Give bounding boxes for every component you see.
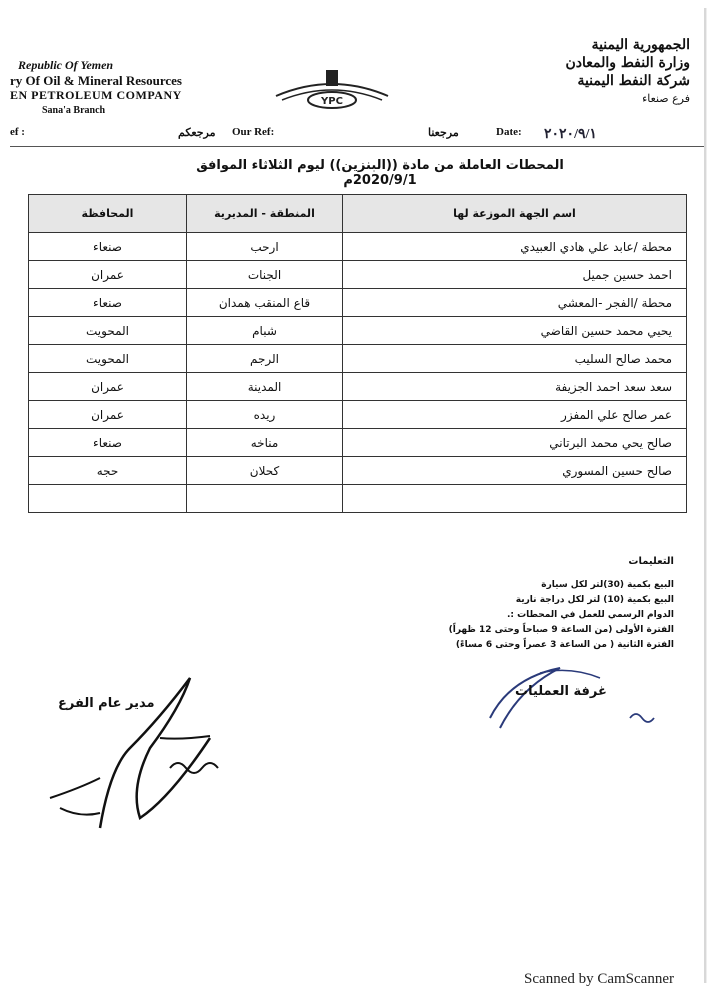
arabic-letterhead-line-4: فرع صنعاء <box>642 92 690 105</box>
table-row <box>29 233 687 261</box>
instruction-item: البيع بكمية (10) لتر لكل دراجة نارية <box>515 595 674 605</box>
letterhead-line-4: Sana'a Branch <box>42 105 106 116</box>
table-row <box>29 289 687 317</box>
arabic-letterhead-line-3: شركة النفط اليمنية <box>577 73 690 89</box>
cell-governorate: عمران <box>29 401 187 429</box>
cell-name: عمر صالح علي المفزر <box>343 401 687 429</box>
cell-governorate: المحويت <box>29 345 187 373</box>
header-governorate: المحافظة <box>29 195 187 233</box>
cell-name: محمد صالح السليب <box>343 345 687 373</box>
arabic-letterhead-line-2: وزارة النفط والمعادن <box>565 55 690 71</box>
date-label: Date: <box>496 126 522 138</box>
cell-area: مناخه <box>187 429 343 457</box>
cell-name: صالح يحي محمد البرتاني <box>343 429 687 457</box>
cell-area: الجنات <box>187 261 343 289</box>
ref-label: ef : <box>10 126 25 138</box>
cell-empty <box>187 485 343 513</box>
instruction-item: الدوام الرسمي للعمل في المحطات :. <box>506 610 674 620</box>
cell-name: سعد سعد احمد الجزيفة <box>343 373 687 401</box>
header-divider <box>10 146 704 147</box>
operations-room-label: غرفة العمليات <box>515 684 607 699</box>
cell-governorate: صنعاء <box>29 289 187 317</box>
cell-area: ارحب <box>187 233 343 261</box>
instructions-title: التعليمات <box>628 556 674 567</box>
scanner-watermark: Scanned by CamScanner <box>524 971 674 987</box>
logo-text: YPC <box>321 96 343 107</box>
table-row <box>29 401 687 429</box>
cell-governorate: عمران <box>29 373 187 401</box>
letterhead-line-2: ry Of Oil & Mineral Resources <box>10 73 182 88</box>
english-letterhead <box>10 58 250 118</box>
cell-name: احمد حسين جميل <box>343 261 687 289</box>
letterhead-line-3: EN PETROLEUM COMPANY <box>10 88 182 102</box>
cell-name: محطة /عابد علي هادي العبيدي <box>343 233 687 261</box>
your-ref-arabic: مرجعكم <box>178 127 216 139</box>
table-row <box>29 345 687 373</box>
table-row <box>29 429 687 457</box>
cell-area: الرجم <box>187 345 343 373</box>
manager-signature <box>40 648 230 848</box>
letterhead-line-1: Republic Of Yemen <box>18 58 114 72</box>
cell-name: يحيي محمد حسين القاضي <box>343 317 687 345</box>
table-header-row <box>29 195 687 233</box>
table-row <box>29 457 687 485</box>
cell-area: كحلان <box>187 457 343 485</box>
document-page <box>10 8 706 983</box>
reference-line <box>10 126 704 144</box>
table-row-empty <box>29 485 687 513</box>
cell-area: قاع المنقب همدان <box>187 289 343 317</box>
instruction-item: الفترة الأولى (من الساعة 9 صباحاً وحتى 12 ظهراً) <box>448 625 674 635</box>
header-area: المنطقة - المديرية <box>187 195 343 233</box>
instructions-block <box>414 554 674 653</box>
company-logo <box>272 66 392 116</box>
cell-name: صالح حسين المسوري <box>343 457 687 485</box>
arabic-letterhead-line-1: الجمهورية اليمنية <box>591 37 690 53</box>
branch-manager-label: مدير عام الفرع <box>58 696 155 711</box>
arabic-letterhead <box>530 36 690 108</box>
cell-governorate: حجه <box>29 457 187 485</box>
header-name: اسم الجهة الموزعة لها <box>343 195 687 233</box>
cell-area: المدينة <box>187 373 343 401</box>
table-row <box>29 373 687 401</box>
instruction-item: البيع بكمية (30)لتر لكل سيارة <box>541 580 674 590</box>
cell-area: شبام <box>187 317 343 345</box>
document-title: المحطات العاملة من مادة ((البنزين)) ليوم الثلاثاء الموافق 2020/9/1م <box>196 158 564 188</box>
cell-empty <box>29 485 187 513</box>
table-row <box>29 261 687 289</box>
our-ref-arabic: مرجعنا <box>428 127 459 139</box>
stations-table <box>28 194 687 513</box>
cell-governorate: المحويت <box>29 317 187 345</box>
our-ref-label: Our Ref: <box>232 126 275 138</box>
cell-area: ريده <box>187 401 343 429</box>
instruction-item: الفترة الثانية ( من الساعة 3 عصراً وحتى 6 مساءً) <box>455 640 674 650</box>
table-row <box>29 317 687 345</box>
cell-empty <box>343 485 687 513</box>
date-value: ٢٠٢٠/٩/١ <box>544 127 597 142</box>
cell-governorate: عمران <box>29 261 187 289</box>
cell-governorate: صنعاء <box>29 429 187 457</box>
cell-governorate: صنعاء <box>29 233 187 261</box>
cell-name: محطة /الفجر -المعشي <box>343 289 687 317</box>
